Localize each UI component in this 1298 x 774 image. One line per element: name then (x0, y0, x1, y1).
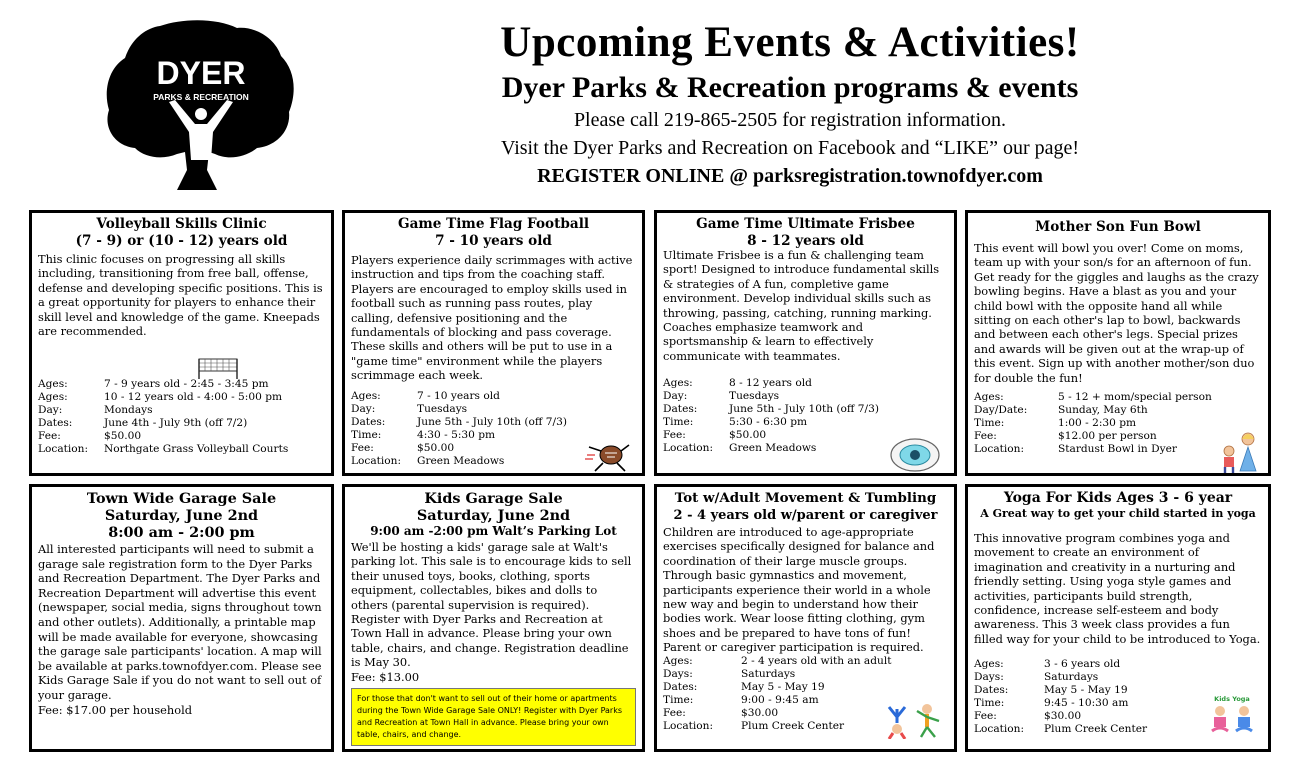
detail-label: Ages: (38, 378, 68, 391)
detail-row (38, 378, 325, 391)
facebook-line: Visit the Dyer Parks and Recreation on Facebook and “LIKE” our page! (500, 137, 1080, 159)
detail-label: Fee: (663, 706, 686, 719)
detail-row (663, 668, 948, 681)
detail-label: Dates: (663, 403, 698, 416)
page-subtitle: Dyer Parks & Recreation programs & events (501, 71, 1079, 104)
detail-value: $30.00 (741, 706, 779, 719)
card-title: Tot w/Adult Movement & Tumbling (674, 490, 937, 506)
detail-value: June 5th - July 10th (off 7/3) (417, 415, 567, 428)
detail-row (351, 390, 636, 403)
card-subtitle: Saturday, June 2nd (104, 507, 259, 524)
detail-value: Tuesdays (417, 402, 468, 415)
yoga-kids-icon (1204, 703, 1260, 735)
detail-row (351, 416, 636, 429)
card-volleyball-clinic (29, 210, 334, 476)
detail-label: Dates: (38, 417, 73, 430)
detail-value: 8 - 12 years old (729, 377, 812, 390)
detail-label: Ages: (974, 658, 1004, 671)
card-title: Yoga For Kids Ages 3 - 6 year (1003, 490, 1233, 506)
detail-row (974, 417, 1262, 430)
detail-value: 2 - 4 years old with an adult (741, 654, 892, 667)
detail-row (974, 671, 1262, 684)
logo-name: DYER (156, 55, 246, 91)
detail-value: $50.00 (104, 430, 142, 443)
detail-value: 5:30 - 6:30 pm (729, 416, 808, 429)
detail-value: 10 - 12 years old - 4:00 - 5:00 pm (104, 391, 283, 404)
detail-label: Day: (663, 390, 688, 403)
detail-label: Time: (663, 693, 694, 706)
card-description: All interested participants will need to submit a garage sale registration form to the Dyer Parks and Recreation Department. The Dyer Parks and Recreation Department will advertise this event (newspaper, social media, signs throughout town and other outlets). Additionally, a printable map will be made available for everyone, showcasing the garage sale participants' location. A map will be available at parks.townofdyer.com. Please see Kids Garage Sale if you do not want to sell out of your garage. (38, 542, 322, 702)
detail-value: 3 - 6 years old (1044, 658, 1121, 671)
dyer-parks-logo (105, 20, 297, 196)
detail-row (38, 430, 325, 443)
detail-label: Time: (974, 697, 1005, 710)
card-title: Game Time Flag Football (397, 216, 590, 232)
page-header (380, 18, 1200, 190)
detail-label: Ages: (351, 389, 381, 402)
detail-label: Fee: (974, 430, 997, 443)
detail-value: Plum Creek Center (741, 719, 845, 732)
detail-value: 4:30 - 5:30 pm (417, 428, 496, 441)
page-title: Upcoming Events & Activities! (500, 19, 1080, 66)
detail-label: Dates: (663, 680, 698, 693)
detail-value: $12.00 per person (1058, 430, 1157, 443)
card-subtitle: 7 - 10 years old (435, 233, 552, 249)
detail-label: Location: (974, 443, 1025, 456)
card-description: This clinic focuses on progressing all skills including, transitioning from free ball, offense, defense and developing specific positions. This is a great opportunity for players to enhance their skill level and knowledge of the game. Kneepads are recommended. (38, 252, 323, 339)
tumbling-kids-icon (883, 699, 945, 739)
detail-value: 9:00 - 9:45 am (741, 693, 819, 706)
card-description: This innovative program combines yoga and movement to create an environment of imagination and creativity in a nurturing and friendly setting. Using yoga style games and activities, participants build strength, confidence, increase self-esteem and body awareness. This 3 week class provides a fun filled way for your child to be introduced to Yoga. (974, 531, 1261, 646)
detail-label: Ages: (663, 654, 693, 667)
detail-value: 7 - 10 years old (417, 389, 500, 402)
football-player-icon (585, 441, 631, 473)
detail-value: June 5th - July 10th (off 7/3) (729, 403, 879, 416)
card-description: We'll be hosting a kids' garage sale at Walt's parking lot. This sale is to encourage kids to sell their unused toys, books, clothing, sports equipment, collectables, bikes and dolls to others (parental supervision is required). Register with Dyer Parks and Recreation at Town Hall in advance. Please bring your own table, chairs, and change. Registration deadline is May 30. (351, 540, 632, 670)
detail-label: Location: (351, 454, 402, 467)
detail-value: Saturdays (741, 667, 796, 680)
register-online-line: REGISTER ONLINE @ parksregistration.townofdyer.com (537, 165, 1043, 187)
card-town-garage-sale (29, 484, 334, 752)
detail-label: Day: (351, 402, 376, 415)
detail-row (974, 391, 1262, 404)
logo-tagline: PARKS & RECREATION (153, 92, 249, 102)
card-fee: Fee: $17.00 per household (38, 702, 193, 717)
detail-value: Northgate Grass Volleyball Courts (104, 443, 289, 456)
detail-label: Dates: (351, 415, 386, 428)
detail-label: Time: (351, 428, 382, 441)
detail-value: $50.00 (729, 429, 767, 442)
detail-label: Location: (974, 723, 1025, 736)
detail-row (974, 658, 1262, 671)
card-title: Town Wide Garage Sale (86, 490, 277, 507)
detail-value: $50.00 (417, 441, 455, 454)
detail-value: June 4th - July 9th (off 7/2) (104, 417, 248, 430)
frisbee-icon (889, 437, 941, 473)
card-subtitle: (7 - 9) or (10 - 12) years old (75, 233, 288, 249)
detail-label: Time: (974, 417, 1005, 430)
detail-value: Stardust Bowl in Dyer (1058, 443, 1177, 456)
detail-value: Mondays (104, 404, 153, 417)
detail-row (663, 681, 948, 694)
card-subtitle: 2 - 4 years old w/parent or caregiver (673, 508, 938, 523)
card-title: Kids Garage Sale (424, 490, 563, 507)
card-time-location: 9:00 am -2:00 pm Walt’s Parking Lot (370, 524, 617, 538)
detail-label: Location: (663, 442, 714, 455)
card-description: Ultimate Frisbee is a fun & challenging team sport! Designed to introduce fundamental skills & strategies of A fun, completive game environment. Develop individual skills such as throwing, passing, catching, running marking. Coaches emphasize teamwork and sportsmanship & learn to effectively communicate with teammates. (663, 248, 940, 363)
tree-canopy-icon (107, 20, 294, 190)
detail-value: May 5 - May 19 (1044, 684, 1128, 697)
card-title: Game Time Ultimate Frisbee (696, 216, 915, 232)
detail-row (351, 429, 636, 442)
mother-son-icon (1218, 431, 1262, 475)
detail-row (663, 655, 948, 668)
card-title: Volleyball Skills Clinic (96, 216, 267, 232)
detail-label: Fee: (974, 710, 997, 723)
card-ultimate-frisbee (654, 210, 957, 476)
card-title: Mother Son Fun Bowl (1035, 219, 1201, 235)
detail-value: Sunday, May 6th (1058, 404, 1148, 417)
card-mother-son-bowl (965, 210, 1271, 476)
detail-value: 9:45 - 10:30 am (1044, 697, 1129, 710)
detail-value: $30.00 (1044, 710, 1082, 723)
detail-value: 1:00 - 2:30 pm (1058, 417, 1137, 430)
detail-value: Saturdays (1044, 671, 1099, 684)
card-time: 8:00 am - 2:00 pm (108, 524, 255, 541)
detail-row (663, 416, 948, 429)
detail-row (663, 390, 948, 403)
card-flag-football (342, 210, 645, 476)
card-details (38, 378, 325, 456)
detail-label: Location: (38, 443, 89, 456)
detail-label: Fee: (38, 430, 61, 443)
card-description: This event will bowl you over! Come on moms, team up with your son/s for an afternoon of fun. Get ready for the giggles and laughs as the crazy bowling begins. Have a blast as you and your child bowl with the opposite hand all while sitting on each other's lap to bowl, backwards and between each other's legs. Special prizes and awards will be given out at the wrap-up of this event. Sign up with another mother/son duo for double the fun! (974, 241, 1259, 385)
kids-yoga-label: Kids Yoga (1214, 695, 1250, 703)
card-kids-garage-sale (342, 484, 645, 752)
detail-value: Tuesdays (729, 390, 780, 403)
detail-value: Plum Creek Center (1044, 723, 1148, 736)
card-subtitle: Saturday, June 2nd (416, 507, 571, 524)
detail-label: Ages: (974, 391, 1004, 404)
detail-value: 7 - 9 years old - 2:45 - 3:45 pm (104, 378, 269, 391)
phone-line: Please call 219-865-2505 for registration information. (573, 109, 1007, 131)
detail-row (974, 404, 1262, 417)
detail-row (663, 403, 948, 416)
detail-value: Green Meadows (417, 454, 505, 467)
detail-value: Green Meadows (729, 442, 817, 455)
detail-value: 5 - 12 + mom/special person (1058, 391, 1212, 404)
detail-row (38, 443, 325, 456)
card-subtitle: 8 - 12 years old (747, 233, 864, 249)
detail-label: Location: (663, 719, 714, 732)
card-yoga-kids (965, 484, 1271, 752)
kids-yoga-image (1204, 695, 1260, 737)
detail-row (351, 403, 636, 416)
detail-label: Day: (38, 404, 63, 417)
detail-label: Time: (663, 416, 694, 429)
card-tot-tumbling (654, 484, 957, 752)
card-description: Players experience daily scrimmages with active instruction and tips from the coaching staff. Players are encouraged to employ skills used in football such as running pass routes, play calling, defensive positioning and the fundamentals of blocking and pass coverage. These skills and others will be put to use in a "game time" environment while the players scrimmage each week. (351, 253, 633, 383)
detail-label: Ages: (38, 391, 68, 404)
detail-label: Ages: (663, 377, 693, 390)
detail-row (38, 404, 325, 417)
card-description: Children are introduced to age-appropriate exercises specifically designed for balance and coordination of their large muscle groups. Through basic gymnastics and movement, participants experience their world in a whole new way and begin to understand how their bodies work. Wear loose fitting clothing, gym shoes and be prepared to have tons of fun! Parent or caregiver participation is required. (663, 525, 935, 655)
detail-label: Fee: (663, 429, 686, 442)
detail-row (38, 417, 325, 430)
detail-label: Days: (663, 667, 693, 680)
detail-label: Day/Date: (974, 404, 1028, 417)
volleyball-net-icon (197, 355, 239, 381)
detail-row (663, 377, 948, 390)
detail-label: Fee: (351, 441, 374, 454)
detail-label: Dates: (974, 684, 1009, 697)
detail-label: Days: (974, 671, 1004, 684)
card-fee: Fee: $13.00 (351, 669, 420, 684)
detail-row (38, 391, 325, 404)
card-subtitle: A Great way to get your child started in yoga (980, 507, 1256, 520)
detail-value: May 5 - May 19 (741, 680, 825, 693)
notice-box: For those that don't want to sell out of their home or apartments during the Town Wide Garage Sale ONLY! Register with Dyer Parks and Recreation at Town Hall in advance. Please bring your own table, chairs, and change. (351, 688, 636, 746)
